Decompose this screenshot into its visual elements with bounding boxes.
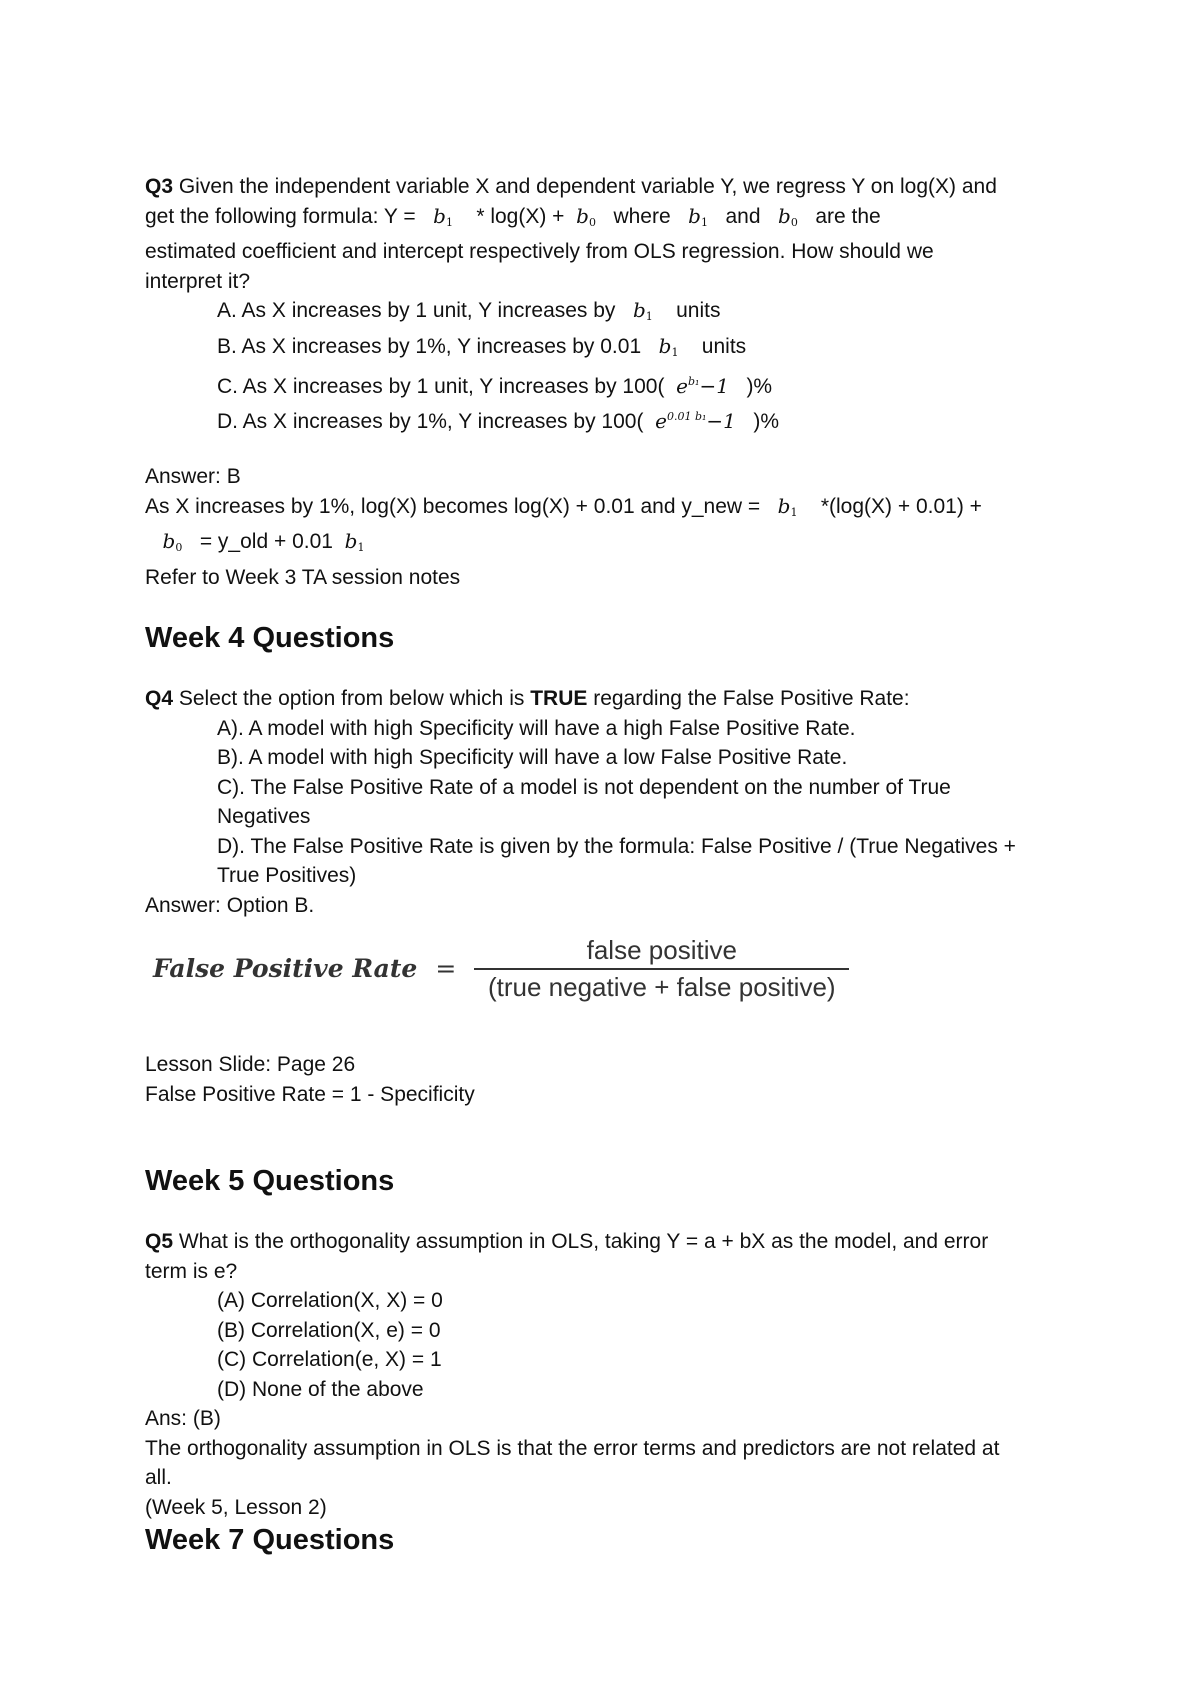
q3-line-4: interpret it? — [145, 269, 251, 293]
q4-answer: Answer: Option B. — [145, 893, 315, 917]
formula-denominator: (true negative + false positive) — [487, 972, 836, 1002]
q3-line-3: estimated coefficient and intercept respectively from OLS regression. How should we — [145, 240, 934, 263]
q3-reference: Refer to Week 3 TA session notes — [145, 565, 461, 589]
q4-option-c-2: Negatives — [217, 805, 311, 828]
exp-formula: $e^{b_1}-1$ — [676, 374, 729, 398]
q5-question-2: term is e? — [145, 1259, 238, 1283]
b0-symbol: $b_0$ — [778, 203, 798, 229]
week7-heading: Week 7 Questions — [145, 1524, 395, 1556]
b1-symbol: $b_1$ — [344, 529, 365, 554]
b1-symbol: $b_1$ — [658, 333, 679, 359]
q3-answer: Answer: B — [145, 465, 241, 488]
formula-left: False Positive Rate — [153, 954, 418, 984]
q5-question-1: Q5 What is the orthogonality assumption in OLS, taking Y = a + bX as the model, and error — [145, 1230, 989, 1253]
q4-lesson-ref: Lesson Slide: Page 26 — [145, 1053, 356, 1076]
b1-symbol: $b_1$ — [632, 298, 653, 323]
q4-option-d-2: True Positives) — [217, 864, 357, 887]
week4-heading: Week 4 Questions — [145, 622, 395, 654]
q4-option-c-1: C). The False Positive Rate of a model is not dependent on the number of True — [217, 775, 951, 799]
q4-option-b: B). A model with high Specificity will have a low False Positive Rate. — [217, 746, 848, 769]
q4-option-d-1: D). The False Positive Rate is given by the formula: False Positive / (True Negatives + — [217, 834, 1016, 858]
q3-option-a: A. As X increases by 1 unit, Y increases by $b_1$ units — [217, 298, 721, 323]
q4-question: Q4 Select the option from below which is TRUE regarding the False Positive Rate: — [145, 687, 910, 710]
q5-option-d: (D) None of the above — [217, 1377, 424, 1401]
b1-symbol: $b_1$ — [688, 203, 708, 229]
q3-explanation-1: As X increases by 1%, log(X) becomes log(X) + 0.01 and y_new = $b_1$ *(log(X) + 0.01) + — [145, 493, 982, 519]
fpr-formula-image — [153, 932, 1060, 1006]
q5-answer: Ans: (B) — [145, 1407, 221, 1430]
q5-label: Q5 — [145, 1230, 174, 1253]
formula-equals: = — [435, 954, 457, 984]
q4-option-a: A). A model with high Specificity will have a high False Positive Rate. — [217, 716, 856, 740]
q3-explanation-2: $b_0$ = y_old + 0.01 $b_1$ — [162, 529, 365, 554]
b1-symbol: $b_1$ — [433, 203, 453, 229]
q3-option-d: D. As X increases by 1%, Y increases by 100( $e^{0.01 b_1}-1$ )% — [217, 408, 780, 433]
b0-symbol: $b_0$ — [162, 529, 183, 554]
formula-numerator: false positive — [586, 934, 737, 965]
q5-option-c: (C) Correlation(e, X) = 1 — [217, 1348, 442, 1371]
week5-heading: Week 5 Questions — [145, 1165, 395, 1197]
q3-label: Q3 — [145, 175, 174, 198]
q5-explanation-1: The orthogonality assumption in OLS is that the error terms and predictors are not related at — [145, 1436, 1000, 1460]
q5-explanation-2: all. — [145, 1466, 172, 1489]
exp-formula: $e^{0.01 b_1}-1$ — [655, 408, 736, 433]
q5-reference: (Week 5, Lesson 2) — [145, 1495, 327, 1519]
q3-line-2: get the following formula: $Y = b_1$ * $\log(X) + b_0$ where $b_1$ and $b_0$ are the — [145, 203, 881, 229]
q3-line-1: Q3 Given the independent variable X and dependent variable Y, we regress Y on log(X) and — [145, 175, 997, 198]
q3-option-b: B. As X increases by 1%, Y increases by 0.01 $b_1$ units — [217, 333, 747, 359]
q4-fpr-note: False Positive Rate = 1 - Specificity — [145, 1082, 475, 1106]
q3-option-c: C. As X increases by 1 unit, Y increases by 100( $e^{b_1}-1$ )% — [217, 374, 773, 398]
q4-label: Q4 — [145, 687, 174, 710]
q5-option-a: (A) Correlation(X, X) = 0 — [217, 1289, 443, 1312]
b1-symbol: $b_1$ — [777, 493, 798, 519]
formula-fraction — [474, 936, 849, 1003]
b0-symbol: $b_0$ — [576, 203, 596, 229]
q5-option-b: (B) Correlation(X, e) = 0 — [217, 1318, 441, 1342]
document-body — [145, 172, 1060, 1558]
